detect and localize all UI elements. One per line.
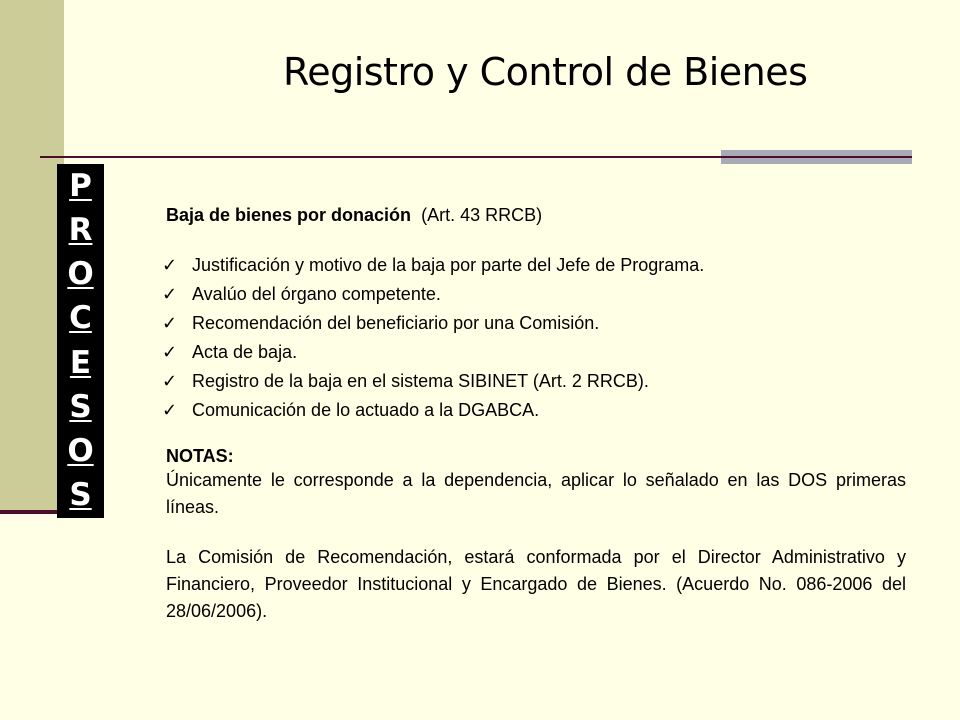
list-item — [162, 367, 906, 396]
check-icon: ✓ — [162, 342, 178, 363]
vertical-letter: P — [69, 168, 92, 204]
list-item — [162, 280, 906, 309]
vertical-letter: C — [69, 300, 92, 337]
heading-bold: Baja de bienes por donación — [166, 205, 412, 225]
requirements-checklist — [162, 251, 906, 425]
decor-gray-block — [721, 150, 912, 164]
list-item — [162, 338, 906, 367]
list-item-text: Recomendación del beneficiario por una Comisión. — [192, 313, 600, 333]
list-item — [162, 396, 906, 425]
check-icon: ✓ — [162, 313, 178, 334]
note-paragraph-2: La Comisión de Recomendación, estará conformada por el Director Administrativo y Financiero, Proveedor Institucional y Encargado de Bienes. (Acuerdo No. 086-2006 del 28/06/2006). — [166, 547, 906, 621]
vertical-letter: S — [69, 388, 92, 425]
vertical-letter: S — [69, 476, 92, 513]
list-item-text: Registro de la baja en el sistema SIBINET (Art. 2 RRCB). — [192, 371, 649, 391]
vertical-letter: O — [67, 256, 94, 293]
heading-reference: (Art. 43 RRCB) — [421, 205, 543, 225]
procesos-vertical-label — [57, 164, 104, 518]
notes-label: NOTAS: — [166, 446, 234, 466]
vertical-letter: R — [68, 212, 93, 249]
list-item — [162, 251, 906, 280]
list-item-text: Justificación y motivo de la baja por parte del Jefe de Programa. — [192, 255, 705, 275]
slide-title: Registro y Control de Bienes — [283, 50, 808, 94]
list-item-text: Acta de baja. — [192, 342, 298, 362]
list-item-text: Avalúo del órgano competente. — [192, 284, 441, 304]
check-icon: ✓ — [162, 284, 178, 305]
left-decor-band — [0, 0, 64, 510]
list-item — [162, 309, 906, 338]
vertical-letter: O — [67, 432, 94, 469]
check-icon: ✓ — [162, 400, 178, 421]
list-item-text: Comunicación de lo actuado a la DGABCA. — [192, 400, 540, 420]
check-icon: ✓ — [162, 255, 178, 276]
check-icon: ✓ — [162, 371, 178, 392]
vertical-letter: E — [69, 344, 92, 381]
left-decor-rule — [0, 510, 64, 514]
section-heading — [166, 203, 906, 227]
note-paragraph-1: Únicamente le corresponde a la dependencia, aplicar lo señalado en las DOS primeras líneas. — [166, 470, 906, 517]
content-area — [162, 203, 906, 625]
